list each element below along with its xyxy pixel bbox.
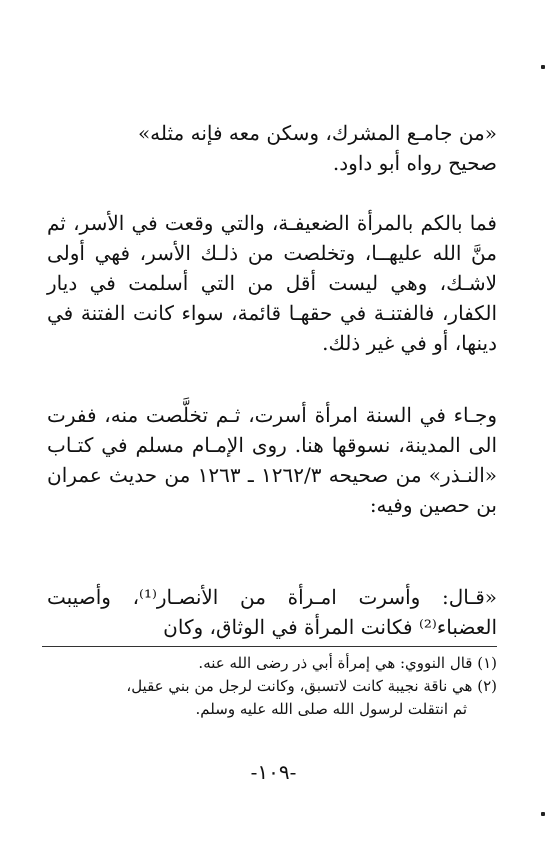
paragraph-text: فما بالكم بالمرأة الضعيفـة، والتي وقعت في الأسر، ثم منَّ الله عليهــا، وتخلصت من ذلـك الأسر، فهي أولى لاشـك، وهي ليست أقل من التي أسلمت في ديار الكفار، فالفتنـة في حقهـا قائمة، سواء كانت الفتنة في دينها، أو في غير ذلك. [47,211,497,355]
body-paragraph [47,208,497,358]
hadith-quote: «قـال: وأسرت امـرأة من الأنصـار⁽¹⁾، وأصيبت العضباء⁽²⁾ فكانت المرأة في الوثاق، وكان [47,585,497,639]
hadith-quote-block [47,582,497,642]
footnotes [42,652,497,721]
hadith-quote: «من جامـع المشرك، وسكن معه فإنه مثله» [137,121,497,145]
paragraph-text: وجـاء في السنة امرأة أسرت، ثـم تخلَّصت منه، ففرت الى المدينة، نسوقها هنا. روى الإمـام مسلم في كتـاب «النـذر» من صحيحه ١٢٦٢/٣ ـ ١٢٦٣ من حديث عمران بن حصين وفيه: [47,403,497,517]
body-paragraph [47,400,497,520]
hadith-source: صحيح رواه أبو داود. [332,151,497,175]
margin-mark [541,65,545,69]
margin-mark [541,812,545,816]
footnote-divider [42,646,497,647]
footnote-2-continuation: ثم انتقلت لرسول الله صلى الله عليه وسلم. [195,700,467,718]
footnote-2: (٢) هي ناقة نجيبة كانت لاتسبق، وكانت لرجل من بني عقيل، [126,677,497,695]
page-number: -١٠٩- [250,760,297,784]
footnote-1: (١) قال النووي: هي إمرأة أبي ذر رضى الله عنه. [198,654,497,672]
hadith-quote-block [47,118,497,178]
